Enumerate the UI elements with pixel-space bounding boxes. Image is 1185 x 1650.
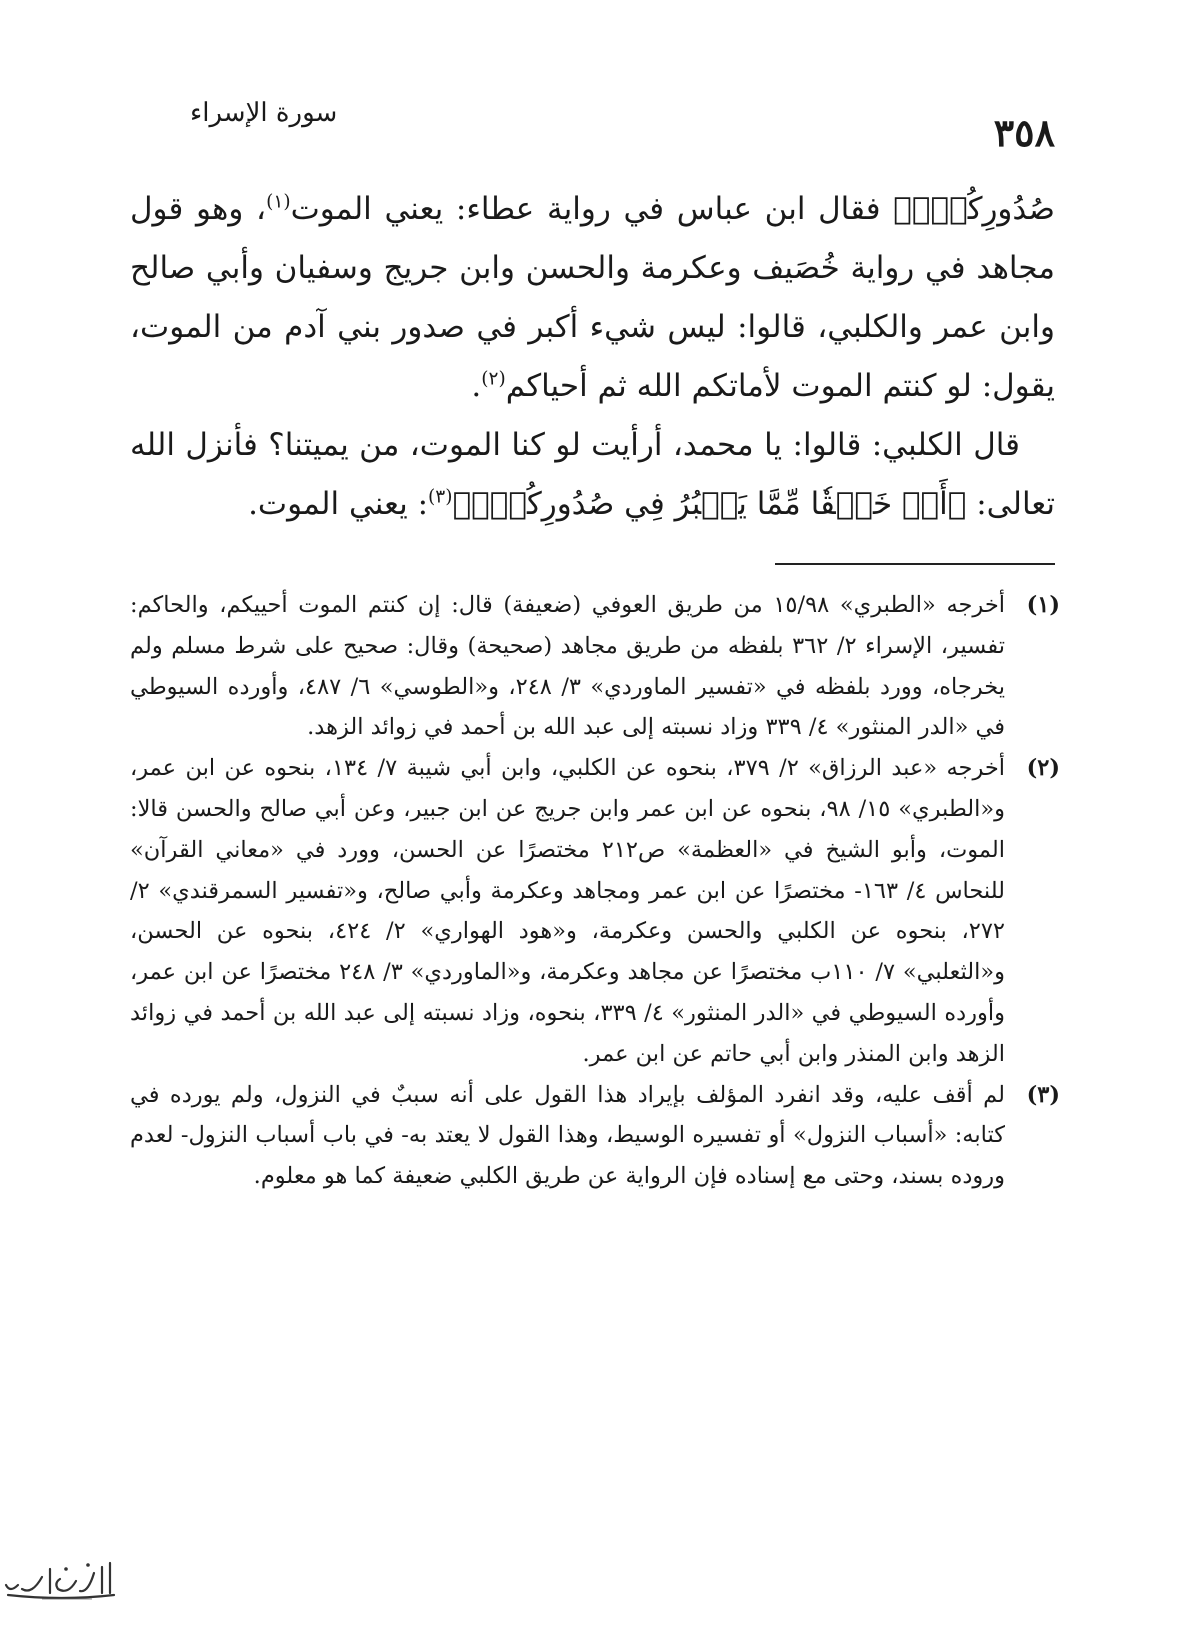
footnotes (130, 585, 1060, 1197)
footnote-text: أخرجه «الطبري» ١٥/٩٨ من طريق العوفي (ضعيفة) قال: إن كنتم الموت أحييكم، والحاكم: تفسير، الإسراء ٢/ ٣٦٢ بلفظه من طريق مجاهد (صحيحة) وقال: صحيح على شرط مسلم ولم يخرجاه، وورد بلفظه في «تفسير الماوردي» ٣/ ٢٤٨، و«الطوسي» ٦/ ٤٨٧، وأورده السيوطي في «الدر المنثور» ٤/ ٣٣٩ وزاد نسبته إلى عبد الله بن أحمد في زوائد الزهد. (130, 592, 1006, 741)
page-header (130, 98, 1055, 158)
main-paragraph-2 (130, 416, 1055, 534)
main-text-segment: : يعني الموت. (248, 486, 429, 522)
footnote-ref-1: (١) (266, 191, 291, 213)
footnote-number: (٢) (1026, 755, 1060, 782)
surah-title: سورة الإسراء (190, 98, 338, 128)
main-text-segment: ، وهو قول مجاهد في رواية خُصَيف وعكرمة والحسن وابن جريج وسفيان وأبي صالح وابن عمر والكلبي، قالوا: ليس شيء أكبر في صدور بني آدم من الموت، يقول: لو كنتم الموت لأماتكم الله ثم أحياكم (130, 191, 1055, 404)
footnote-3 (130, 1075, 1060, 1197)
main-text-segment: صُدُورِكُمۡۚ﴾ فقال ابن عباس في رواية عطاء: يعني الموت (290, 191, 1055, 227)
page-number: ٣٥٨ (993, 110, 1055, 155)
footnote-text: أخرجه «عبد الرزاق» ٢/ ٣٧٩، بنحوه عن الكلبي، وابن أبي شيبة ٧/ ١٣٤، بنحوه عن ابن عمر، و«الطبري» ١٥/ ٩٨، بنحوه عن ابن عمر وابن جريج عن ابن جبير، وعن أبي صالح والحسن قالا: الموت، وأبو الشيخ في «العظمة» ص٢١٢ مختصرًا عن الحسن، وورد في «معاني القرآن» للنحاس ٤/ ١٦٣- مختصرًا عن ابن عمر ومجاهد وعكرمة وأبي صالح، و«تفسير السمرقندي» ٢/ ٢٧٢، بنحوه عن الكلبي والحسن وعكرمة، و«هود الهواري» ٢/ ٤٢٤، بنحوه عن الحسن، و«الثعلبي» ٧/ ١١٠ب مختصرًا عن مجاهد وعكرمة، و«الماوردي» ٣/ ٢٤٨ مختصرًا عن ابن عمر، وأورده السيوطي في «الدر المنثور» ٤/ ٣٣٩، بنحوه، وزاد نسبته إلى عبد الله بن أحمد في زوائد الزهد وابن المنذر وابن أبي حاتم عن ابن عمر. (130, 755, 1006, 1067)
footnote-ref-2: (٢) (481, 368, 506, 390)
footnote-number: (٣) (1026, 1081, 1060, 1108)
footnote-2 (130, 748, 1060, 1074)
footnote-ref-3: (٣) (428, 486, 453, 508)
footnote-text: لم أقف عليه، وقد انفرد المؤلف بإيراد هذا القول على أنه سببٌ في النزول، ولم يورده في كتابه: «أسباب النزول» أو تفسيره الوسيط، وهذا القول لا يعتد به- في باب أسباب النزول- لعدم وروده بسند، وحتى مع إسناده فإن الرواية عن طريق الكلبي ضعيفة كما هو معلوم. (130, 1081, 1005, 1190)
main-text (130, 180, 1055, 534)
footnote-1 (130, 585, 1060, 748)
publisher-logo (2, 1555, 120, 1605)
main-text-segment: قال الكلبي: قالوا: يا محمد، أرأيت لو كنا الموت، من يميتنا؟ فأنزل الله تعالى: ﴿أَوۡ خَلۡقٗا مِّمَّا يَكۡبُرُ فِي صُدُورِكُمۡۚ﴾ (130, 427, 1055, 522)
main-text-segment: . (471, 368, 482, 404)
footnote-separator (775, 563, 1055, 565)
footnote-number: (١) (1026, 592, 1060, 618)
main-paragraph-1 (130, 180, 1055, 416)
